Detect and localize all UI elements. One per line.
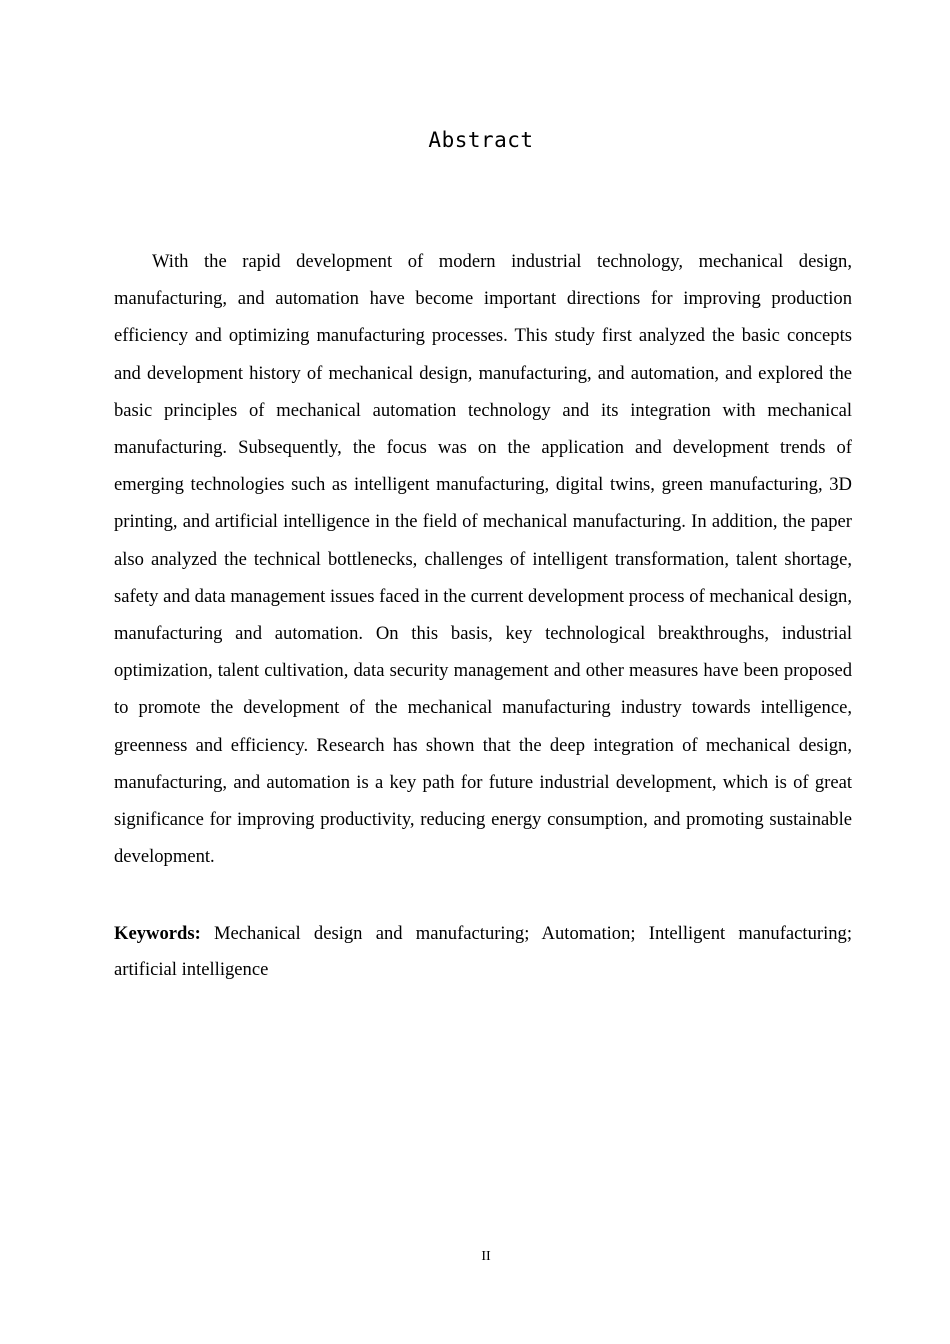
keywords-label: Keywords: [114,923,201,944]
abstract-title: Abstract [428,128,534,152]
page-number: II [481,1249,491,1264]
keywords-text: Mechanical design and manufacturing; Automation; Intelligent manufacturing; artificial intelligence [114,923,852,980]
keywords-line [114,916,852,988]
abstract-paragraph: With the rapid development of modern industrial technology, mechanical design, manufacturing, and automation have become important directions for improving production efficiency and optimizing manufacturing processes. This study first analyzed the basic concepts and development history of mechanical design, manufacturing, and automation, and explored the basic principles of mechanical automation technology and its integration with mechanical manufacturing. Subsequently, the focus was on the application and development trends of emerging technologies such as intelligent manufacturing, digital twins, green manufacturing, 3D printing, and artificial intelligence in the field of mechanical manufacturing. In addition, the paper also analyzed the technical bottlenecks, challenges of intelligent transformation, talent shortage, safety and data management issues faced in the current development process of mechanical design, manufacturing and automation. On this basis, key technological breakthroughs, industrial optimization, talent cultivation, data security management and other measures have been proposed to promote the development of the mechanical manufacturing industry towards intelligence, greenness and efficiency. Research has shown that the deep integration of mechanical design, manufacturing, and automation is a key path for future industrial development, which is of great significance for improving productivity, reducing energy consumption, and promoting sustainable development. [114,251,852,868]
